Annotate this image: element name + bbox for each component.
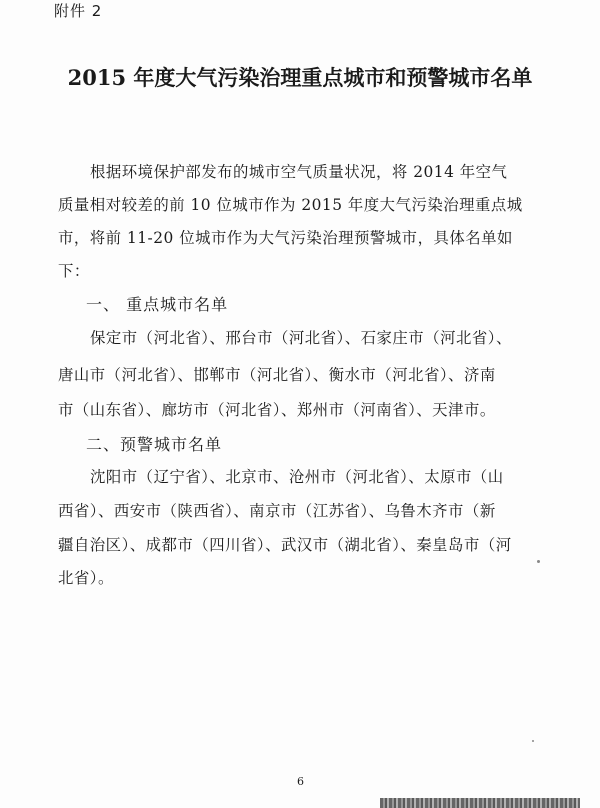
list-line: 北省）。	[58, 569, 114, 587]
scan-speck	[537, 560, 540, 563]
list-line: 保定市（河北省）、邢台市（河北省）、石家庄市（河北省）、	[90, 329, 512, 347]
attachment-label: 附件 2	[54, 2, 103, 20]
document-title: 2015 年度大气污染治理重点城市和预警城市名单	[67, 65, 533, 90]
section-heading-warning-cities: 二、预警城市名单	[86, 435, 223, 454]
list-line: 市（山东省）、廊坊市（河北省）、郑州市（河南省）、天津市。	[58, 401, 496, 419]
list-line: 疆自治区）、成都市（四川省）、武汉市（湖北省）、秦皇岛市（河	[58, 536, 512, 554]
list-line: 唐山市（河北省）、邯郸市（河北省）、衡水市（河北省）、济南	[58, 366, 496, 384]
list-line: 西省）、西安市（陕西省）、南京市（江苏省）、乌鲁木齐市（新	[58, 502, 496, 520]
intro-line: 市，将前 11-20 位城市作为大气污染治理预警城市，具体名单如	[58, 229, 513, 247]
intro-line: 根据环境保护部发布的城市空气质量状况，将 2014 年空气	[90, 163, 508, 181]
footer-scan-mark	[380, 798, 580, 808]
scan-speck	[532, 740, 534, 742]
intro-line: 质量相对较差的前 10 位城市作为 2015 年度大气污染治理重点城	[58, 196, 523, 214]
list-line: 沈阳市（辽宁省）、北京市、沧州市（河北省）、太原市（山	[90, 468, 504, 486]
page-number: 6	[297, 775, 304, 788]
intro-line: 下：	[58, 262, 90, 280]
section-heading-key-cities: 一、 重点城市名单	[86, 295, 229, 314]
